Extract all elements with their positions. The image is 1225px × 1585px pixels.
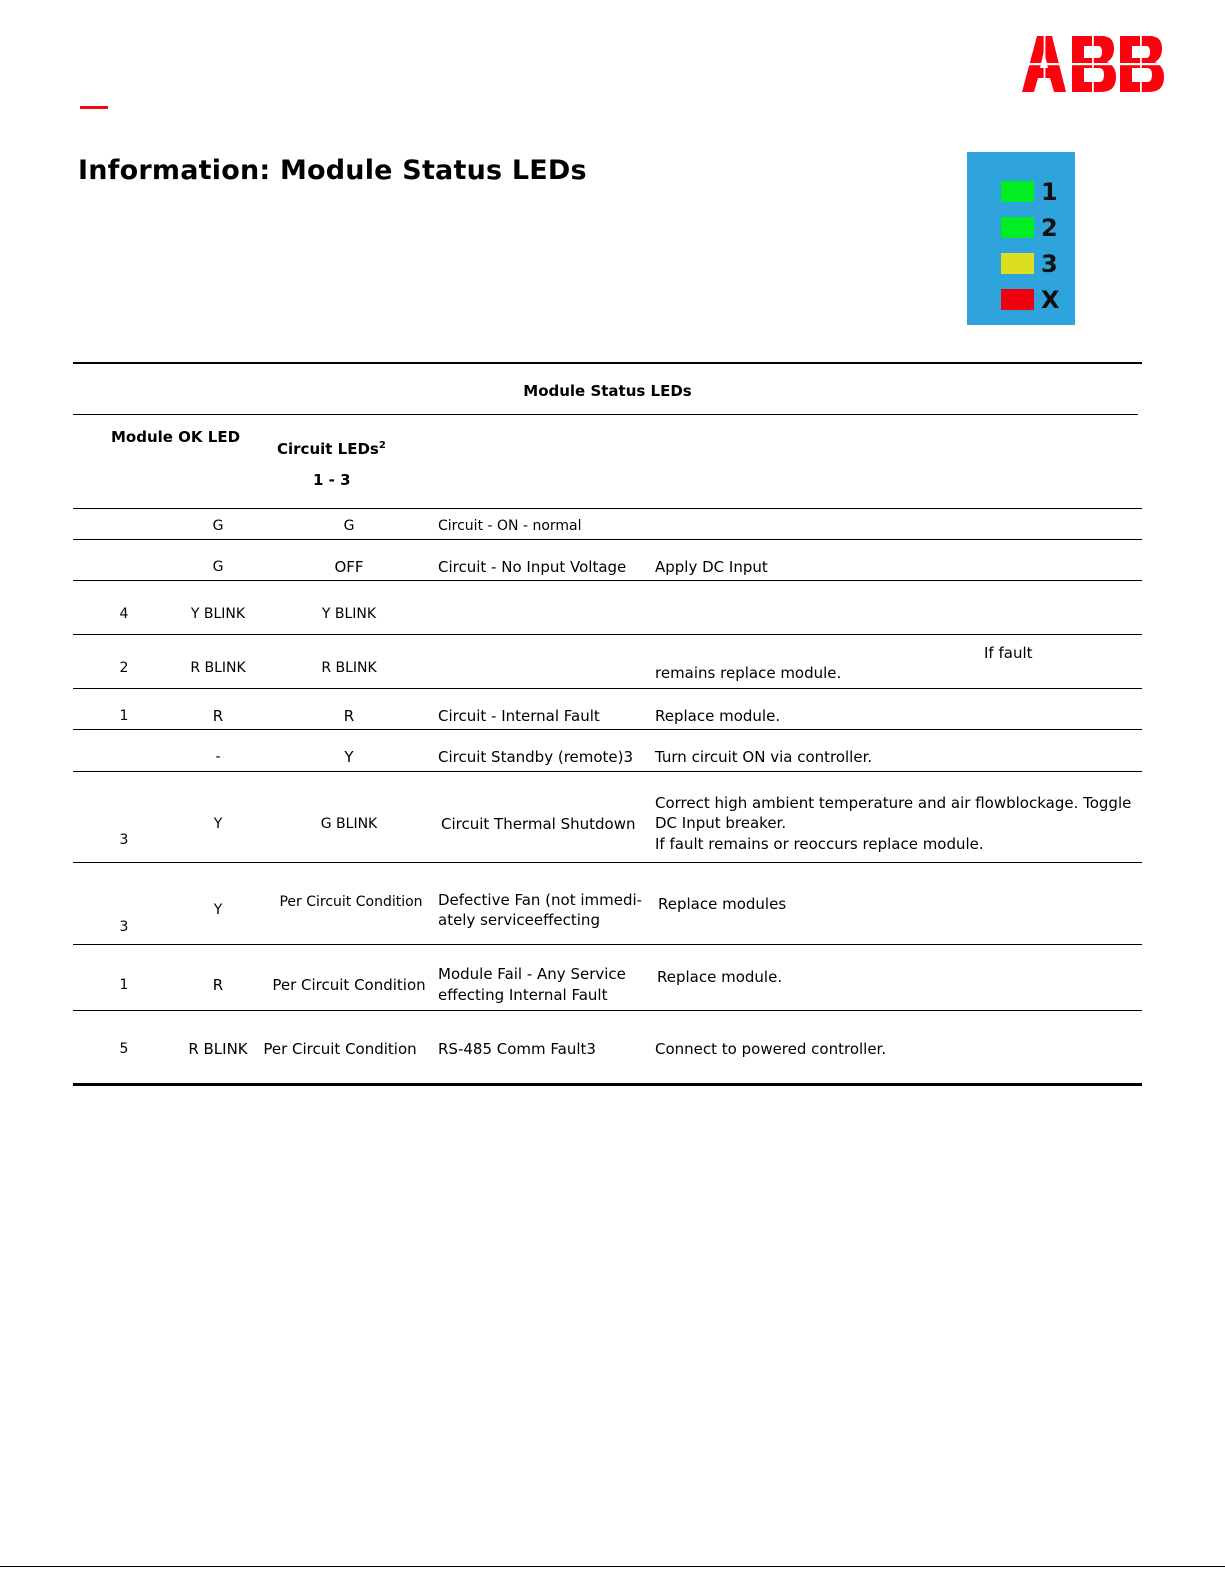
row-4-action: remains replace module. (655, 664, 842, 682)
row-10-condition: RS-485 Comm Fault3 (438, 1040, 596, 1058)
led-1 (1001, 181, 1034, 202)
row-8-condition-line-2: ately serviceeffecting (438, 911, 600, 929)
abb-logo (1022, 36, 1164, 92)
row-5-module: R (212, 707, 224, 725)
row-rule (73, 539, 1142, 540)
table-caption: Module Status LEDs (523, 382, 692, 400)
header-circuit-leds-sup: 2 (378, 440, 386, 451)
row-10-module: R BLINK (188, 1040, 248, 1058)
row-7-action-line-2: DC Input breaker. (655, 814, 787, 832)
row-2-module: G (212, 559, 224, 575)
table-bottom-rule (73, 1083, 1142, 1086)
row-8-condition-line-1: Defective Fan (not immedi- (438, 891, 643, 909)
led-1-label: 1 (1041, 178, 1058, 206)
row-6-module: - (215, 749, 221, 765)
row-1-circuit: G (343, 518, 355, 534)
header-circuit-leds-range: 1 - 3 (313, 471, 351, 489)
accent-bar (80, 106, 108, 109)
row-9-condition-line-2: effecting Internal Fault (438, 986, 608, 1004)
row-7-action-line-1: Correct high ambient temperature and air flowblockage. Toggle (655, 794, 1132, 812)
led-3-label: 3 (1041, 250, 1058, 278)
row-9-module: R (212, 976, 224, 994)
row-4-circuit: R BLINK (321, 660, 377, 676)
row-6-action: Turn circuit ON via controller. (655, 748, 873, 766)
row-5-circuit: R (343, 707, 355, 725)
table-divider (73, 414, 1138, 415)
row-rule (73, 729, 1142, 730)
row-1-module: G (212, 518, 224, 534)
row-2-circuit: OFF (334, 558, 364, 576)
led-2-label: 2 (1041, 214, 1058, 242)
row-9-action: Replace module. (657, 968, 783, 986)
row-7-module: Y (213, 816, 223, 832)
row-2-action: Apply DC Input (655, 558, 768, 576)
header-bottom-rule (73, 508, 1142, 509)
led-x (1001, 289, 1034, 310)
row-6-condition: Circuit Standby (remote)3 (438, 748, 634, 766)
led-3 (1001, 253, 1034, 274)
row-5-action: Replace module. (655, 707, 781, 725)
row-5-condition: Circuit - Internal Fault (438, 707, 600, 725)
row-10-action: Connect to powered controller. (655, 1040, 887, 1058)
table-top-rule (73, 362, 1142, 364)
row-rule (73, 1010, 1142, 1011)
header-circuit-leds-label: Circuit LEDs (277, 440, 379, 458)
led-panel-image (967, 152, 1075, 325)
row-rule (73, 688, 1142, 689)
row-7-action-line-3: If fault remains or reoccurs replace module. (655, 835, 984, 853)
row-8-circuit: Per Circuit Condition (279, 894, 423, 910)
row-rule (73, 862, 1142, 863)
row-rule (73, 771, 1142, 772)
row-8-module: Y (213, 902, 223, 918)
row-9-circuit: Per Circuit Condition (272, 976, 426, 994)
row-rule (73, 944, 1142, 945)
row-4-action-top: If fault (984, 644, 1033, 662)
row-5-num: 1 (119, 708, 129, 724)
row-7-num: 3 (119, 832, 129, 848)
row-10-num: 5 (119, 1041, 129, 1057)
row-7-condition: Circuit Thermal Shutdown (441, 815, 636, 833)
led-2 (1001, 217, 1034, 238)
row-2-condition: Circuit - No Input Voltage (438, 558, 627, 576)
row-3-circuit: Y BLINK (321, 606, 377, 622)
row-4-num: 2 (119, 660, 129, 676)
row-6-circuit: Y (344, 748, 354, 766)
row-1-condition: Circuit - ON - normal (438, 518, 582, 534)
row-rule (73, 580, 1142, 581)
row-9-num: 1 (119, 977, 129, 993)
header-module-ok-led: Module OK LED (111, 428, 241, 446)
header-circuit-leds (277, 436, 386, 459)
led-x-label: X (1041, 286, 1060, 314)
row-rule (73, 634, 1142, 635)
row-9-condition-line-1: Module Fail - Any Service (438, 965, 626, 983)
row-8-action: Replace modules (658, 895, 787, 913)
row-4-module: R BLINK (190, 660, 246, 676)
page-bottom-rule (0, 1566, 1225, 1567)
row-7-circuit: G BLINK (320, 816, 378, 832)
row-8-num: 3 (119, 919, 129, 935)
row-3-num: 4 (119, 606, 129, 622)
row-10-circuit: Per Circuit Condition (263, 1040, 417, 1058)
row-3-module: Y BLINK (190, 606, 246, 622)
page-title: Information: Module Status LEDs (78, 155, 587, 186)
